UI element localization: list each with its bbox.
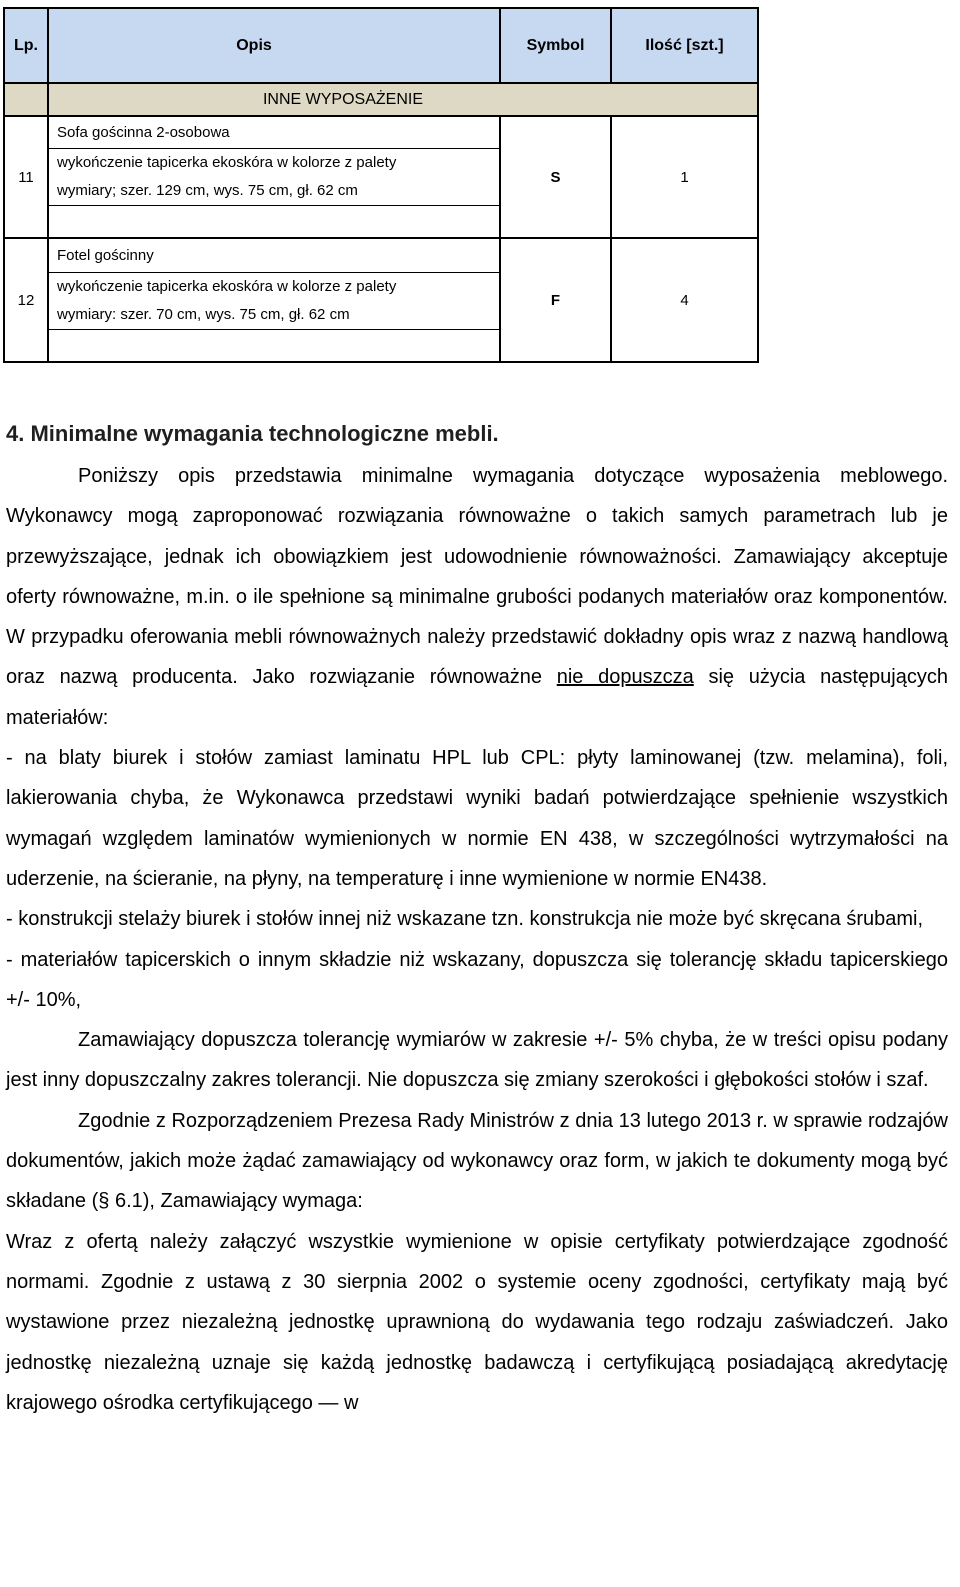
document-body [6, 418, 948, 1423]
row-lp: 11 [4, 116, 48, 238]
description-line: Fotel gościnny [49, 239, 499, 273]
underlined-text: nie dopuszcza [556, 666, 694, 689]
section-spacer [4, 83, 48, 116]
table-row [4, 238, 758, 362]
paragraph-text: Poniższy opis przedstawia minimalne wymagania dotyczące wyposażenia meblowego. Wykonawcy mogą zaproponować rozwiązania równoważne o takich samych parametrach lub je przewyższające, jednak ich obowiązkiem jest udowodnienie równoważności. Zamawiający akceptuje oferty równoważne, m.in. o ile spełnione są minimalne grubości podanych materiałów oraz komponentów. W przypadku oferowania mebli równoważnych należy przedstawić dokładny opis wraz z nazwą handlową oraz nazwą producenta. Jako rozwiązanie równoważne [6, 465, 948, 689]
description-line-empty [49, 330, 499, 361]
paragraph-requirements [6, 456, 948, 738]
header-lp: Lp. [4, 8, 48, 83]
description-line-empty [49, 206, 499, 237]
description-line: wykończenie tapicerka ekoskóra w kolorze z palety [57, 278, 397, 295]
bullet-item: - konstrukcji stelaży biurek i stołów innej niż wskazane tzn. konstrukcja nie może być skręcana śrubami, [6, 908, 924, 931]
paragraph-tolerance: Zamawiający dopuszcza tolerancję wymiarów w zakresie +/- 5% chyba, że w treści opisu podany jest inny dopuszczalny zakres tolerancji. Nie dopuszcza się zmiany szerokości i głębokości stołów i szaf. [6, 1029, 948, 1092]
table-row [4, 116, 758, 238]
table-header-row [4, 8, 758, 83]
description-line: wymiary: szer. 70 cm, wys. 75 cm, gł. 62 cm [49, 301, 499, 330]
bullet-item: - materiałów tapicerskich o innym składzie niż wskazany, dopuszcza się tolerancję składu tapicerskiego +/- 10%, [6, 948, 948, 1011]
paragraph-regulation: Zgodnie z Rozporządzeniem Prezesa Rady Ministrów z dnia 13 lutego 2013 r. w sprawie rodzajów dokumentów, jakich może żądać zamawiający od wykonawcy oraz form, w jakich te dokumenty mogą być składane (§ 6.1), Zamawiający wymaga: [6, 1109, 948, 1213]
row-qty: 4 [611, 238, 758, 362]
section-heading: 4. Minimalne wymagania technologiczne mebli. [6, 421, 499, 446]
section-title-label: INNE WYPOSAŻENIE [262, 90, 424, 108]
description-line: wymiary; szer. 129 cm, wys. 75 cm, gł. 62 cm [49, 177, 499, 206]
row-symbol: S [500, 116, 611, 238]
paragraph-text-end: się użycia następujących materiałów: [6, 666, 948, 729]
row-lp: 12 [4, 238, 48, 362]
row-symbol: F [500, 238, 611, 362]
header-ilosc: Ilość [szt.] [611, 8, 758, 83]
row-description [48, 116, 500, 238]
section-row [4, 83, 758, 116]
description-line: Sofa gościnna 2-osobowa [49, 117, 499, 149]
row-qty: 1 [611, 116, 758, 238]
row-description [48, 238, 500, 362]
furniture-table [3, 7, 759, 363]
description-line: wykończenie tapicerka ekoskóra w kolorze z palety [57, 154, 397, 171]
paragraph-certificates: Wraz z ofertą należy załączyć wszystkie wymienione w opisie certyfikaty potwierdzające zgodność normami. Zgodnie z ustawą z 30 sierpnia 2002 o systemie oceny zgodności, certyfikaty mają być wystawione przez niezależną jednostkę uprawnioną do wydawania tego rodzaju zaświadczeń. Jako jednostkę niezależną uznaje się każdą jednostkę badawczą i certyfikującą posiadającą akredytację krajowego ośrodka certyfikującego — w [6, 1230, 948, 1414]
header-symbol: Symbol [500, 8, 611, 83]
section-title [48, 83, 758, 116]
header-opis [48, 8, 500, 83]
header-opis-label: Opis [236, 36, 272, 54]
bullet-item: - na blaty biurek i stołów zamiast laminatu HPL lub CPL: płyty laminowanej (tzw. melamina), foli, lakierowania chyba, że Wykonawca przedstawi wyniki badań potwierdzające spełnienie wszystkich wymagań względem laminatów wymienionych w normie EN 438, w szczególności wytrzymałości na uderzenie, na ścieranie, na płyny, na temperaturę i inne wymienione w normie EN438. [6, 747, 948, 890]
